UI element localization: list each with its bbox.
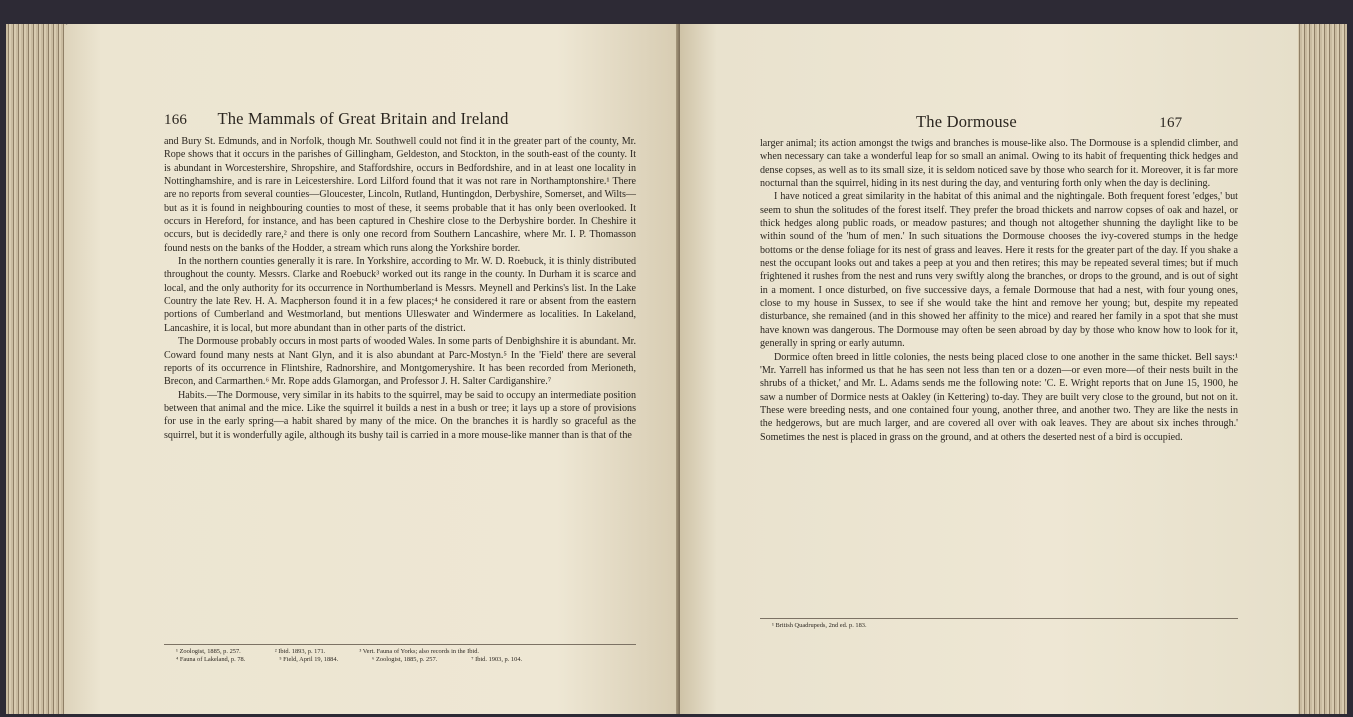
left-running-title: The Mammals of Great Britain and Ireland	[217, 109, 509, 128]
right-running-title: The Dormouse	[916, 112, 1017, 131]
footnote-rule	[760, 618, 1238, 619]
paragraph: larger animal; its action amongst the twigs and branches is mouse-like also. The Dormouse is a splendid climber, and when necessary can take a wonderful leap for so small an animal. Owing to its habit of frequenting thick hedges and dense copses, as well as to its small size, it is seldom noticed save by those who search for it. Moreover, it is far more nocturnal than the squirrel, hiding in its nest during the day, and venturing forth only when the day is declining.	[760, 138, 1238, 190]
footnote: ¹ Zoologist, 1885, p. 257.	[176, 648, 241, 655]
left-running-head	[164, 109, 509, 129]
footnote-row	[176, 656, 646, 664]
footnote-rule	[164, 644, 636, 645]
left-page	[64, 24, 680, 714]
page-edges-left	[6, 24, 66, 714]
page-edges-right	[1297, 24, 1347, 714]
paragraph: Habits.—The Dormouse, very similar in its habits to the squirrel, may be said to occupy an intermediate position between that animal and the mice. Like the squirrel it builds a nest in a bush or tree; it lays up a store of provisions for use in the early spring—a habit shared by many of the mice. On the branches it is hardly so graceful as the squirrel, but it is wonderfully agile, although its bushy tail is carried in a more mouse-like manner than is that of the	[164, 389, 636, 441]
right-page	[680, 24, 1298, 714]
footnote: ⁶ Zoologist, 1885, p. 257.	[372, 656, 438, 663]
right-body-text	[760, 137, 1238, 444]
left-page-number: 166	[164, 112, 188, 128]
paragraph: I have noticed a great similarity in the habitat of this animal and the nightingale. Both frequent forest 'edges,' but seem to shun the solitudes of the forest itself. They prefer the broad thickets and narrow copses of oak and hazel, or thick hedges along public roads, or meadow pastures; and though not altogether shunning the daylight like to be within sound of the 'hum of men.' In such situations the Dormouse chooses the ivy-covered stumps in the hedge bottoms or the dense foliage for its nest of grass and leaves. Here it rests for the greater part of the day. If you shake a nest the occupant looks out and takes a peep at you and then retires; this may be repeated several times; but if much frightened it rushes from the nest and runs very swiftly along the branches, or drops to the ground, and is out of sight in a moment. I once disturbed, on five successive days, a female Dormouse that had a nest, with four young ones, close to my house in Sussex, to see if she would take the hint and remove her young; but, despite my repeated disturbance, she remained (and in this showed her affinity to the mice) and reared her family in a spot that she must have known was dangerous. The Dormouse may often be seen abroad by day by those who know how to look for it, generally in spring or early autumn.	[760, 191, 1238, 350]
footnote: ¹ British Quadrupeds, 2nd ed. p. 183.	[772, 622, 867, 629]
right-page-number: 167	[1159, 115, 1183, 131]
footnote: ⁵ Field, April 19, 1884.	[279, 656, 339, 663]
paragraph: and Bury St. Edmunds, and in Norfolk, though Mr. Southwell could not find it in the greater part of the county, Mr. Rope shows that it occurs in the parishes of Gillingham, Geldeston, and Stockton, in the south-east of the county. It is abundant in Worcestershire, Shropshire, and Staffordshire, occurs in Bedfordshire, and in at least one locality in Nottinghamshire, and is rare in Leicestershire. Lord Lilford found that it was not rare in Northamptonshire.¹ There are no reports from several counties—Gloucester, Lincoln, Rutland, Huntingdon, Derbyshire, Somerset, and Wilts—but as it is found in neighbouring counties to most of these, it seems probable that it has only been overlooked. It occurs in Hereford, for instance, and has been captured in Cheshire close to the Derbyshire border. In Cheshire it occurs, but is decidedly rare,² and there is only one record from Southern Lancashire, where Mr. I. P. Thomasson found nests on the banks of the Hodder, a stream which runs along the Yorkshire border.	[164, 136, 636, 254]
footnote: ⁷ Ibid. 1903, p. 104.	[471, 656, 523, 663]
footnote: ³ Vert. Fauna of Yorks; also records in the Ibid.	[359, 648, 479, 655]
left-footnotes	[176, 648, 646, 664]
left-body-text	[164, 135, 636, 442]
footnote: ⁴ Fauna of Lakeland, p. 78.	[176, 656, 246, 663]
open-book	[6, 14, 1347, 714]
footnote-row	[176, 648, 646, 656]
footnote: ² Ibid. 1893, p. 171.	[274, 648, 326, 655]
right-footnotes	[772, 622, 1242, 630]
paragraph: Dormice often breed in little colonies, the nests being placed close to one another in the same thicket. Bell says:¹ 'Mr. Yarrell has informed us that he has seen not less than ten or a dozen—or even more—of their nests built in the shrubs of a thicket,' and Mr. L. Adams sends me the following note: 'C. E. Wright reports that on June 15, 1900, he saw a number of Dormice nests at Oakley (in Kettering) to-day. They are built very close to the ground, but not on it. These were breeding nests, and one contained four young, another three, and another two. They are like the nests in the hedgerows, but are much larger, and are covered all over with oak leaves. They are about six inches through.' Sometimes the nest is placed in grass on the ground, and at others the deserted nest of a bird is occupied.	[760, 351, 1238, 443]
paragraph: In the northern counties generally it is rare. In Yorkshire, according to Mr. W. D. Roebuck, it is thinly distributed throughout the county. Messrs. Clarke and Roebuck³ worked out its range in the county. In Durham it is scarce and local, and the only authority for its occurrence in Northumberland is Messrs. Meynell and Perkins's list. In the Lake Country the late Rev. H. A. Macpherson found it in a few places;⁴ he considered it rare or absent from the eastern portions of Cumberland and Westmorland, but mentions Ulleswater and Windermere as localities. In Lakeland, Lancashire, it is local, but more abundant than in other parts of the district.	[164, 256, 636, 334]
right-running-head	[916, 112, 1182, 132]
paragraph: The Dormouse probably occurs in most parts of wooded Wales. In some parts of Denbighshire it is abundant. Mr. Coward found many nests at Nant Glyn, and it is also abundant at Parc-Mostyn.⁵ In the 'Field' there are several reports of its occurrence in Flintshire, Radnorshire, and Montgomeryshire. It has been recorded from Merioneth, Brecon, and Carmarthen.⁶ Mr. Rope adds Glamorgan, and Professor J. H. Salter Cardiganshire.⁷	[164, 336, 636, 388]
